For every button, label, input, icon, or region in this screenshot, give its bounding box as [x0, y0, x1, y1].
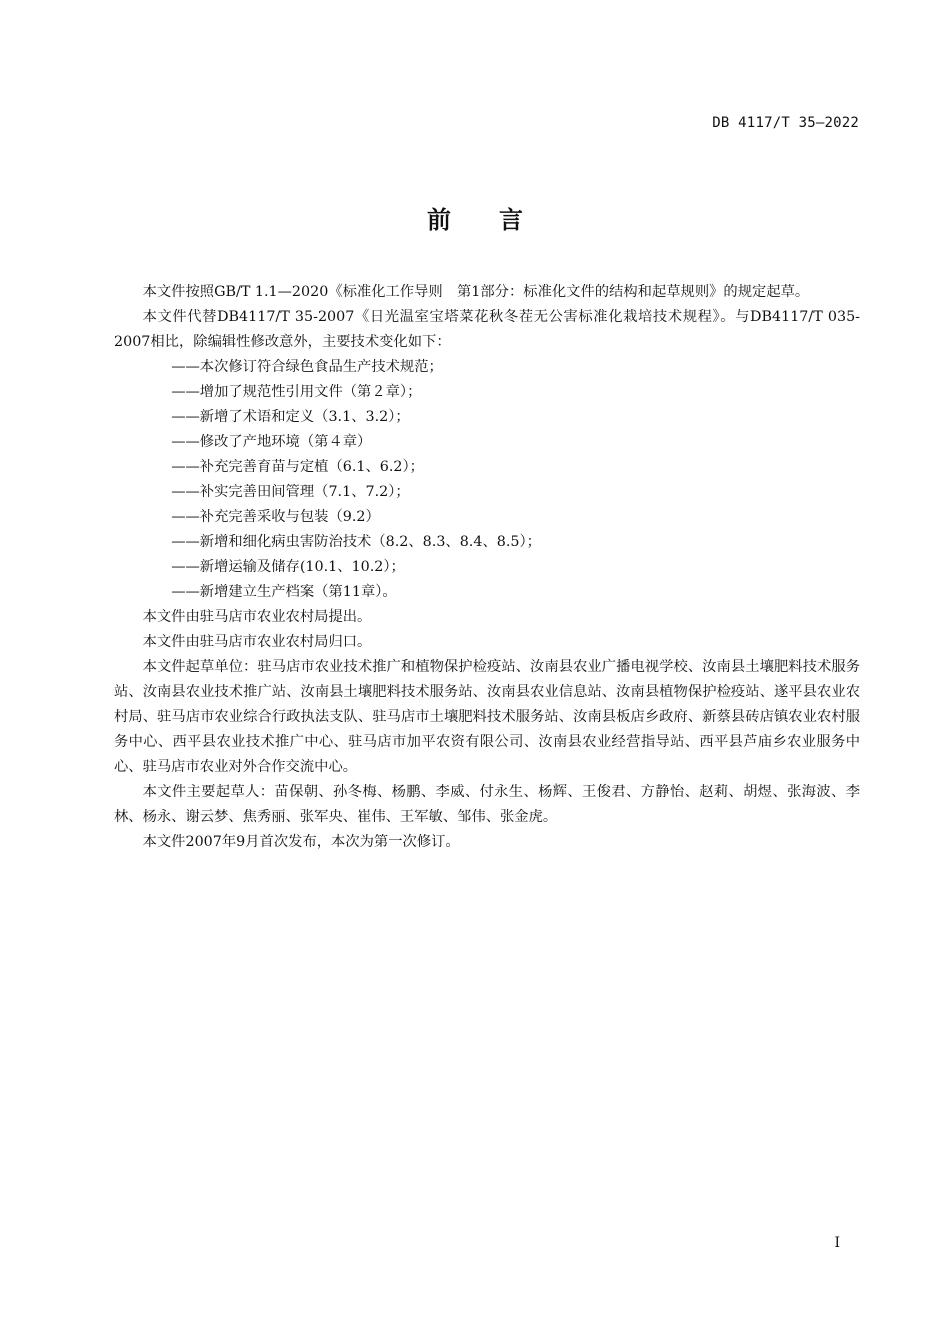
list-item: ——补实完善田间管理（7.1、7.2）； [171, 484, 410, 500]
paragraph-proposer: 本文件由驻马店市农业农村局提出。 [142, 609, 372, 625]
page-number: I [834, 1235, 840, 1251]
page-title [0, 200, 950, 235]
list-item: ——本次修订符合绿色食品生产技术规范； [171, 359, 443, 375]
document-body [114, 280, 860, 855]
title-char-2: 言 [499, 206, 523, 234]
paragraph-history: 本文件2007年9月首次发布，本次为第一次修订。 [142, 834, 460, 850]
paragraph-drafting-rules: 本文件按照GB/T 1.1—2020《标准化工作导则 第1部分：标准化文件的结构和起草规则》的规定起草。 [142, 284, 810, 300]
list-item: ——新增建立生产档案（第11章）。 [171, 584, 397, 600]
changes-list [114, 355, 860, 605]
list-item: ——新增了术语和定义（3.1、3.2）； [171, 409, 410, 425]
list-item: ——补充完善育苗与定植（6.1、6.2）； [171, 459, 424, 475]
list-item: ——新增运输及储存(10.1、10.2）； [171, 559, 405, 575]
list-item: ——补充完善采收与包装（9.2） [171, 509, 380, 525]
title-char-1: 前 [427, 206, 451, 234]
paragraph-replacement: 本文件代替DB4117/T 35-2007《日光温室宝塔菜花秋冬茬无公害标准化栽培技术规程》。与DB4117/T 035-2007相比，除编辑性修改意外，主要技术变化如下： [114, 309, 860, 350]
list-item: ——新增和细化病虫害防治技术（8.2、8.3、8.4、8.5）； [171, 534, 541, 550]
document-code: DB 4117/T 35—2022 [712, 115, 859, 131]
list-item: ——修改了产地环境（第４章） [171, 434, 372, 450]
list-item: ——增加了规范性引用文件（第２章）； [171, 384, 422, 400]
paragraph-centralized: 本文件由驻马店市农业农村局归口。 [142, 634, 372, 650]
paragraph-drafting-units: 本文件起草单位：驻马店市农业技术推广和植物保护检疫站、汝南县农业广播电视学校、汝南县土壤肥料技术服务站、汝南县农业技术推广站、汝南县土壤肥料技术服务站、汝南县农业信息站、汝南县植物保护检疫站、遂平县农业农村局、驻马店市农业综合行政执法支队、驻马店市土壤肥料技术服务站、汝南县板店乡政府、新蔡县砖店镇农业农村服务中心、西平县农业技术推广中心、驻马店市加平农资有限公司、汝南县农业经营指导站、西平县芦庙乡农业服务中心、驻马店市农业对外合作交流中心。 [114, 659, 860, 775]
paragraph-drafters: 本文件主要起草人：苗保朝、孙冬梅、杨鹏、李威、付永生、杨辉、王俊君、方静怡、赵莉、胡煜、张海波、李林、杨永、谢云梦、焦秀丽、张军央、崔伟、王军敏、邹伟、张金虎。 [114, 784, 860, 825]
